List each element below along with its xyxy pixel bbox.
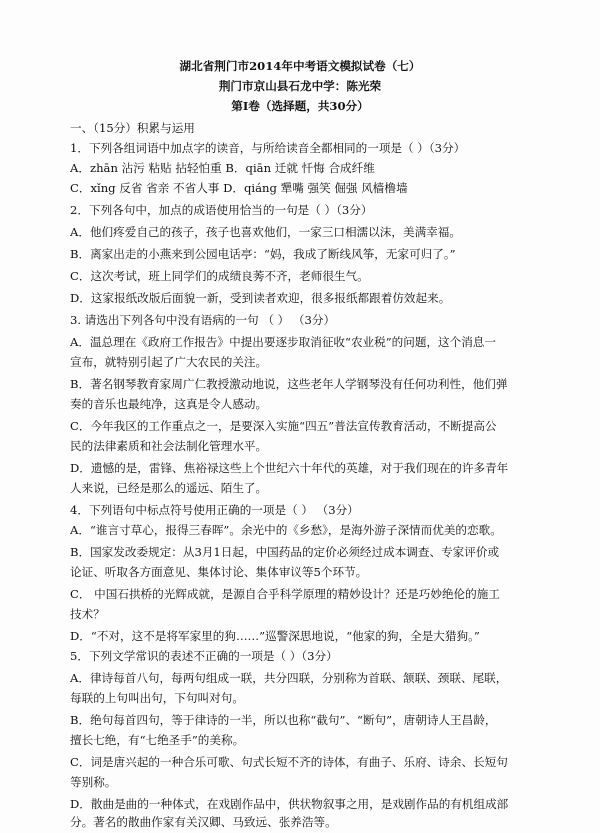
option-line: A．温总理在《政府工作报告》中提出要逐步取消征收“农业税”的问题，这个消息一 — [70, 335, 497, 349]
option-line: 技术？ — [70, 607, 105, 621]
option-line: B．国家发改委规定：从3月1日起，中国药品的定价必须经过成本调查、专家评价或 — [70, 545, 500, 559]
question-line: 4．下列语句中标点符号使用正确的一项是（ ） （3分） — [70, 503, 359, 517]
option-line: 等别称。 — [70, 775, 117, 789]
option-line: C．xǐng 反省 省亲 不省人事 D．qiáng 犟嘴 强笑 倔强 风樯橹墙 — [70, 181, 408, 195]
option-line: 擅长七绝，有“七绝圣手”的美称。 — [70, 733, 245, 747]
option-line: B．著名钢琴教育家周广仁教授激动地说，这些老年人学钢琴没有任何功利性，他们弹 — [70, 377, 508, 391]
option-line: C．这次考试，班上同学们的成绩良莠不齐，老师很生气。 — [70, 269, 369, 283]
section-heading: 一、（15分）积累与运用 — [70, 121, 195, 135]
option-line: 分。著名的散曲作家有关汉卿、马致远、张养浩等。 — [70, 815, 337, 829]
option-line: 论证、听取各方面意见、集体讨论、集体审议等5个环节。 — [70, 565, 368, 579]
part-heading: 第Ⅰ卷（选择题，共30分） — [231, 99, 369, 113]
option-line: 人来说，已经是那么的遥远、陌生了。 — [70, 481, 268, 495]
option-line: C．词是唐兴起的一种合乐可歌、句式长短不齐的诗体，有曲子、乐府、诗余、长短句 — [70, 755, 508, 769]
author-line: 荆门市京山县石龙中学：陈光荣 — [218, 79, 382, 93]
option-line: B．绝句每首四句，等于律诗的一半，所以也称“截句”、“断句”，唐朝诗人王昌龄， — [70, 713, 497, 727]
option-line: 宣布，就特别引起了广大农民的关注。 — [70, 355, 268, 369]
question-line: 3. 请选出下列各句中没有语病的一句 （ ） （3分） — [70, 313, 336, 327]
question-line: 2．下列各句中，加点的成语使用恰当的一句是（ ）（3分） — [70, 203, 373, 217]
question-line: 5．下列文学常识的表述不正确的一项是（ ）（3分） — [70, 649, 338, 663]
option-line: D．这家报纸改版后面貌一新，受到读者欢迎，很多报纸都跟着仿效起来。 — [70, 291, 451, 305]
option-line: A．zhān 沾污 粘贴 拈轻怕重 B．qiān 迁就 忏悔 合成纤维 — [70, 161, 375, 175]
option-line: D．“不对，这不是将军家里的狗……”巡警深思地说，“他家的狗，全是大猎狗。” — [70, 629, 480, 643]
option-line: A．“谁言寸草心，报得三春晖”。余光中的《乡愁》，是海外游子深情而优美的恋歌。 — [70, 523, 502, 537]
option-line: 奏的音乐也最纯净，这真是令人感动。 — [70, 397, 268, 411]
option-line: D．遗憾的是，雷锋、焦裕禄这些上个世纪六十年代的英雄，对于我们现在的许多青年 — [70, 461, 509, 475]
option-line: A．他们疼爱自己的孩子，孩子也喜欢他们，一家三口相濡以沫，美满幸福。 — [70, 225, 461, 239]
option-line: B．离家出走的小燕来到公园电话亭：“妈，我成了断线风筝，无家可归了。” — [70, 247, 456, 261]
option-line: A．律诗每首八句，每两句组成一联，共分四联，分别称为首联、颔联、颈联、尾联， — [70, 671, 508, 685]
option-line: C． 中国石拱桥的光辉成就，是源自合乎科学原理的精妙设计？还是巧妙绝伦的施工 — [70, 587, 500, 601]
exam-title: 湖北省荆门市2014年中考语文模拟试卷（七） — [179, 59, 421, 73]
option-line: 民的法律素质和社会法制化管理水平。 — [70, 439, 268, 453]
option-line: D．散曲是曲的一种体式，在戏剧作品中，供状物叙事之用，是戏剧作品的有机组成部 — [70, 797, 509, 811]
option-line: C．今年我区的工作重点之一，是要深入实施“四五”普法宣传教育活动，不断提高公 — [70, 419, 497, 433]
option-line: 每联的上句叫出句，下句叫对句。 — [70, 691, 244, 705]
question-line: 1．下列各组词语中加点字的读音，与所给读音全都相同的一项是（ ）（3分） — [70, 141, 466, 155]
